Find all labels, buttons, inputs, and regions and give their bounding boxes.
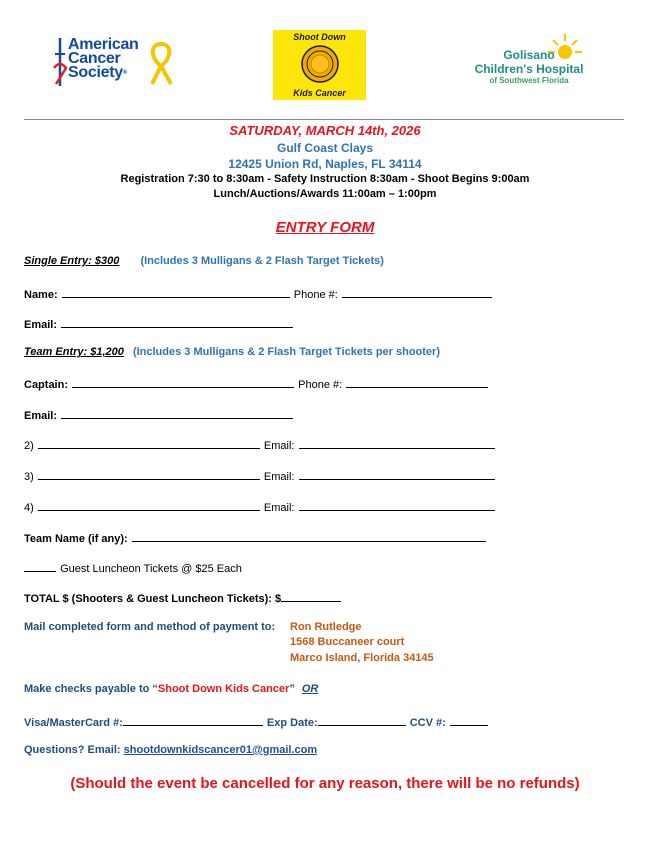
- ccv-field[interactable]: [450, 714, 488, 726]
- captain-email-row: [24, 407, 294, 422]
- single-entry-label: Single Entry: $300: [24, 255, 120, 267]
- email-field[interactable]: [61, 316, 293, 328]
- exp-date-label: Exp Date:: [266, 717, 318, 729]
- captain-field[interactable]: [72, 376, 294, 388]
- team-name-row: [24, 530, 487, 545]
- acs-logo: [52, 34, 182, 92]
- guest-row: [24, 560, 242, 575]
- team-entry-note: (Includes 3 Mulligans & 2 Flash Target Tickets per shooter): [132, 346, 440, 358]
- mail-name: Ron Rutledge: [290, 621, 362, 633]
- member-name-field[interactable]: [38, 437, 260, 449]
- name-field[interactable]: [62, 286, 290, 298]
- total-field[interactable]: [281, 590, 341, 602]
- golisano-logo: [468, 34, 593, 92]
- gold-ribbon-icon: [146, 40, 176, 88]
- total-label: TOTAL $ (Shooters & Guest Luncheon Tickets): $: [24, 593, 282, 605]
- team-entry-label: Team Entry: $1,200: [24, 346, 124, 358]
- member-number: 2): [24, 440, 34, 452]
- member-row: [24, 468, 496, 483]
- clay-target-icon: [300, 44, 340, 84]
- card-number-label: Visa/MasterCard #:: [24, 717, 123, 729]
- captain-email-label: Email:: [24, 410, 58, 422]
- event-venue: Gulf Coast Clays: [276, 141, 374, 155]
- captain-label: Captain:: [24, 379, 68, 391]
- checks-or: OR: [301, 683, 319, 695]
- single-entry-note: (Includes 3 Mulligans & 2 Flash Target Tickets): [140, 255, 384, 267]
- captain-phone-label: Phone #:: [298, 379, 343, 391]
- event-schedule-2: Lunch/Auctions/Awards 11:00am – 1:00pm: [213, 188, 437, 200]
- member-email-label: Email:: [263, 502, 295, 514]
- contact-email-link[interactable]: shootdownkidscancer01@gmail.com: [123, 744, 318, 756]
- member-number: 3): [24, 471, 34, 483]
- mail-city: Marco Island, Florida 34145: [290, 652, 434, 664]
- member-row: [24, 437, 496, 452]
- open-quote: “: [152, 683, 158, 695]
- guest-qty-field[interactable]: [24, 560, 56, 572]
- checks-payee: Shoot Down Kids Cancer: [157, 683, 290, 695]
- team-entry-row: [24, 346, 440, 358]
- team-name-field[interactable]: [132, 530, 486, 542]
- checks-prefix: Make checks payable to: [24, 683, 153, 695]
- acs-registered-mark: ®: [122, 70, 127, 76]
- questions-row: [24, 744, 317, 756]
- single-name-row: [24, 286, 493, 301]
- single-entry-row: [24, 255, 384, 267]
- acs-line2: Cancer: [68, 50, 121, 67]
- exp-date-field[interactable]: [318, 714, 406, 726]
- golisano-line1: Golisano: [503, 48, 555, 62]
- captain-row: [24, 376, 489, 391]
- header-divider: [24, 119, 624, 120]
- event-schedule-1: Registration 7:30 to 8:30am - Safety Instruction 8:30am - Shoot Begins 9:00am: [120, 173, 530, 185]
- phone-field[interactable]: [342, 286, 492, 298]
- acs-sword-ribbon-icon: [52, 38, 68, 88]
- team-name-label: Team Name (if any):: [24, 533, 128, 545]
- close-quote: ”: [289, 683, 295, 695]
- event-date: SATURDAY, MARCH 14th, 2026: [229, 123, 421, 138]
- member-email-field[interactable]: [299, 468, 495, 480]
- ccv-label: CCV #:: [409, 717, 446, 729]
- member-row: [24, 499, 496, 514]
- total-row: [24, 590, 342, 605]
- acs-line1: American: [68, 36, 139, 53]
- golisano-line2: Children's Hospital: [474, 62, 584, 76]
- refund-note: (Should the event be cancelled for any reason, there will be no refunds): [70, 775, 580, 792]
- guest-label: Guest Luncheon Tickets @ $25 Each: [60, 563, 242, 575]
- member-email-field[interactable]: [299, 437, 495, 449]
- member-name-field[interactable]: [38, 499, 260, 511]
- sdkc-bottom-text: Kids Cancer: [293, 88, 346, 98]
- member-email-label: Email:: [263, 440, 295, 452]
- card-number-field[interactable]: [123, 714, 263, 726]
- acs-line3: Society: [68, 64, 123, 81]
- mail-street: 1568 Buccaneer court: [290, 636, 405, 648]
- golisano-line3: of Southwest Florida: [489, 76, 569, 85]
- form-title: ENTRY FORM: [275, 219, 375, 236]
- sdkc-logo: [273, 30, 366, 100]
- member-number: 4): [24, 502, 34, 514]
- email-label: Email:: [24, 319, 58, 331]
- member-name-field[interactable]: [38, 468, 260, 480]
- phone-label: Phone #:: [293, 289, 338, 301]
- captain-phone-field[interactable]: [346, 376, 488, 388]
- member-email-label: Email:: [263, 471, 295, 483]
- single-email-row: [24, 316, 294, 331]
- questions-label: Questions? Email:: [24, 744, 124, 756]
- card-row: [24, 714, 489, 729]
- member-email-field[interactable]: [299, 499, 495, 511]
- sdkc-top-text: Shoot Down: [293, 32, 346, 42]
- event-address: 12425 Union Rd, Naples, FL 34114: [228, 157, 422, 171]
- name-label: Name:: [24, 289, 58, 301]
- captain-email-field[interactable]: [61, 407, 293, 419]
- mail-label: Mail completed form and method of payment to:: [24, 621, 276, 633]
- checks-row: [24, 683, 318, 695]
